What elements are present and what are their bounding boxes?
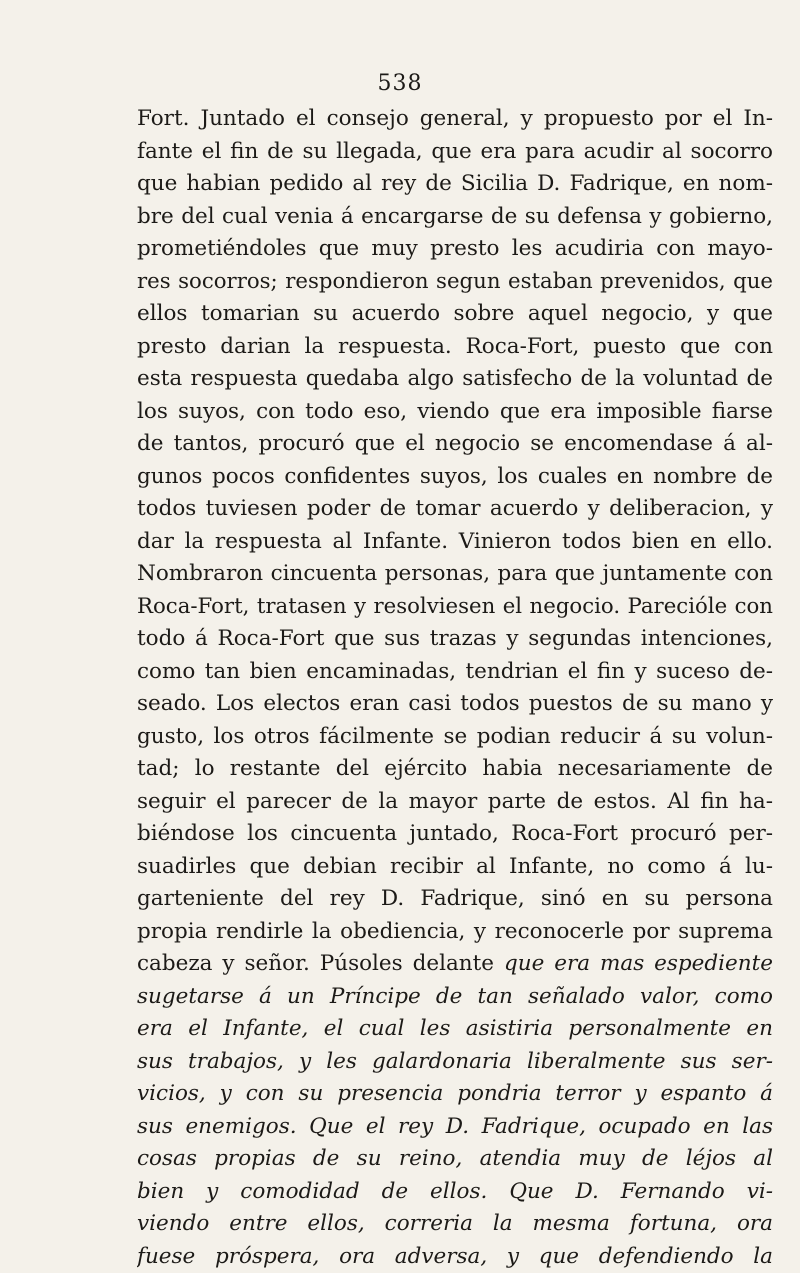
mixed-roman-text: cabeza y señor. Púsoles delante [137,951,504,976]
italic-text-line: viendo entre ellos, correria la mesma fortuna, ora [137,1208,773,1241]
text-line: suadirles que debian recibir al Infante, no como á lu- [137,851,773,884]
text-line: gunos pocos confidentes suyos, los cuales en nombre de [137,461,773,494]
italic-text-line: vicios, y con su presencia pondria terror y espanto á [137,1078,773,1111]
italic-text-line: cosas propias de su reino, atendia muy de léjos al [137,1143,773,1176]
italic-text-line: sus enemigos. Que el rey D. Fadrique, ocupado en las [137,1111,773,1144]
italic-text-line: era el Infante, el cual les asistiria personalmente en [137,1013,773,1046]
text-line: gusto, los otros fácilmente se podian reducir á su volun- [137,721,773,754]
text-line: bre del cual venia á encargarse de su defensa y gobierno, [137,201,773,234]
text-line: Fort. Juntado el consejo general, y propuesto por el In- [137,103,773,136]
text-line: fante el fin de su llegada, que era para acudir al socorro [137,136,773,169]
italic-text-line: sus trabajos, y les galardonaria liberalmente sus ser- [137,1046,773,1079]
body-text [137,103,773,1273]
page-number: 538 [0,71,800,96]
text-line: seado. Los electos eran casi todos puestos de su mano y [137,688,773,721]
text-line: de tantos, procuró que el negocio se encomendase á al- [137,428,773,461]
text-line: todos tuviesen poder de tomar acuerdo y deliberacion, y [137,493,773,526]
text-line: ellos tomarian su acuerdo sobre aquel negocio, y que [137,298,773,331]
text-line: los suyos, con todo eso, viendo que era imposible fiarse [137,396,773,429]
italic-text-line: bien y comodidad de ellos. Que D. Fernando vi- [137,1176,773,1209]
text-line: esta respuesta quedaba algo satisfecho de la voluntad de [137,363,773,396]
text-line: Nombraron cincuenta personas, para que juntamente con [137,558,773,591]
text-line: prometiéndoles que muy presto les acudiria con mayo- [137,233,773,266]
text-line: todo á Roca-Fort que sus trazas y segundas intenciones, [137,623,773,656]
text-line: que habian pedido al rey de Sicilia D. Fadrique, en nom- [137,168,773,201]
text-line: presto darian la respuesta. Roca-Fort, puesto que con [137,331,773,364]
text-line: garteniente del rey D. Fadrique, sinó en su persona [137,883,773,916]
text-line: como tan bien encaminadas, tendrian el fin y suceso de- [137,656,773,689]
text-line: seguir el parecer de la mayor parte de estos. Al fin ha- [137,786,773,819]
italic-text-line: sugetarse á un Príncipe de tan señalado valor, como [137,981,773,1014]
text-line: dar la respuesta al Infante. Vinieron todos bien en ello. [137,526,773,559]
text-line: Roca-Fort, tratasen y resolviesen el negocio. Parecióle con [137,591,773,624]
italic-text-line: fuese próspera, ora adversa, y que defendiendo la [137,1241,773,1273]
text-line: tad; lo restante del ejército habia necesariamente de [137,753,773,786]
text-line-mixed [137,948,773,981]
text-line: res socorros; respondieron segun estaban prevenidos, que [137,266,773,299]
text-line: propia rendirle la obediencia, y reconocerle por suprema [137,916,773,949]
mixed-italic-text: que era mas espediente [504,951,773,976]
text-line: biéndose los cincuenta juntado, Roca-Fort procuró per- [137,818,773,851]
